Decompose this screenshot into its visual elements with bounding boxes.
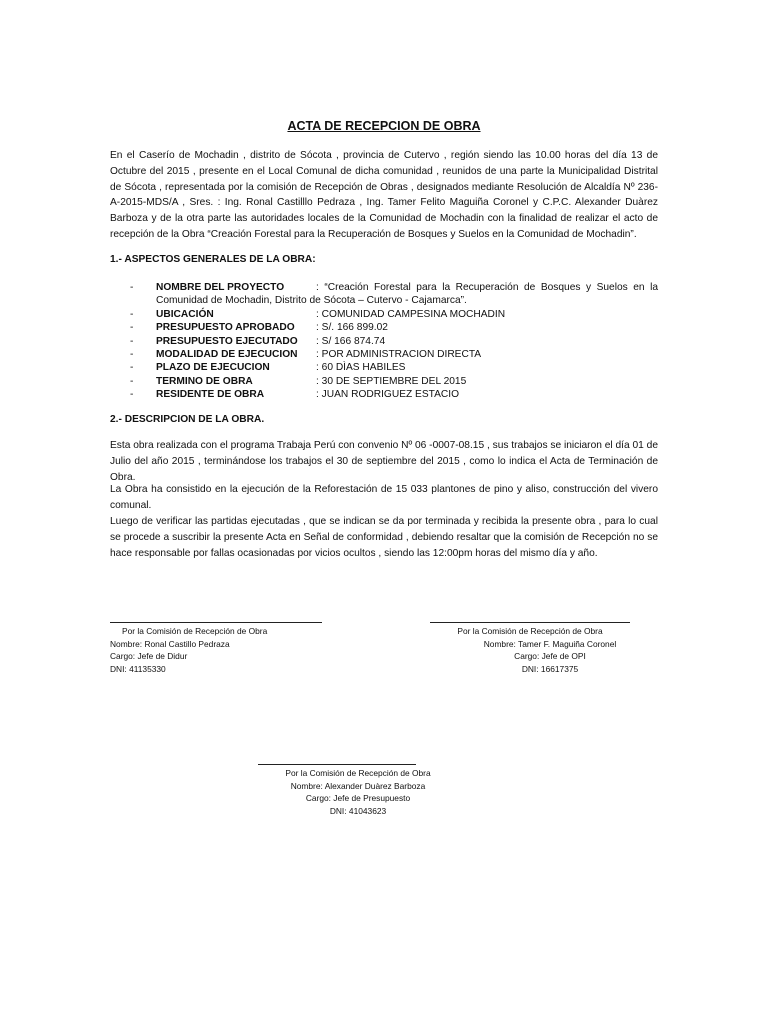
section1-heading: 1.- ASPECTOS GENERALES DE LA OBRA: bbox=[110, 254, 316, 265]
description-paragraph-3: Luego de verificar las partidas ejecutadas , que se indican se da por terminada y recibida la presente obra , para lo cual se procede a suscribir la presente Acta en Señal de conformidad , debiendo resaltar que la comisión de Recepción no se hace responsable por fallas ocasionadas por vicios ocultos , siendo las 12:00pm horas del mismo día y año. bbox=[110, 516, 658, 559]
signature-position: Cargo: Jefe de Presupuesto bbox=[305, 793, 411, 803]
item-label: NOMBRE DEL PROYECTO bbox=[156, 282, 285, 293]
bullet-dash: - bbox=[130, 322, 134, 334]
item-value: : JUAN RODRIGUEZ ESTACIO bbox=[316, 389, 460, 401]
item-value: : COMUNIDAD CAMPESINA MOCHADIN bbox=[316, 308, 506, 320]
item-value: : 30 DE SEPTIEMBRE DEL 2015 bbox=[316, 375, 467, 387]
list-item bbox=[110, 281, 658, 308]
signature-dni: DNI: 41135330 bbox=[110, 663, 166, 674]
signature-dni: DNI: 16617375 bbox=[521, 663, 579, 674]
bullet-dash: - bbox=[130, 375, 134, 387]
signature-position: Cargo: Jefe de OPI bbox=[514, 651, 586, 661]
item-value: : S/. 166 899.02 bbox=[316, 322, 388, 334]
bullet-dash: - bbox=[130, 308, 134, 320]
item-label: PRESUPUESTO EJECUTADO bbox=[156, 335, 298, 347]
list-item bbox=[110, 361, 658, 374]
signature-role: Por la Comisión de Recepción de Obra bbox=[122, 626, 268, 636]
bullet-dash: - bbox=[130, 349, 134, 361]
signature-block-right bbox=[430, 622, 630, 675]
bullet-dash: - bbox=[130, 282, 134, 293]
list-item bbox=[110, 308, 658, 321]
signature-name: Nombre: Tamer F. Maguiña Coronel bbox=[483, 638, 617, 649]
bullet-dash: - bbox=[130, 362, 134, 374]
signature-dni: DNI: 41043623 bbox=[329, 805, 387, 816]
list-item bbox=[110, 348, 658, 361]
signature-name: Nombre: Ronal Castillo Pedraza bbox=[110, 638, 230, 649]
general-aspects-list bbox=[110, 281, 658, 402]
section2-heading: 2.- DESCRIPCION DE LA OBRA. bbox=[110, 414, 265, 425]
item-value: : 60 DÌAS HABILES bbox=[316, 362, 406, 374]
intro-paragraph: En el Caserío de Mochadin , distrito de Sócota , provincia de Cutervo , región siendo las 10.00 horas del día 13 de Octubre del 2015 , presente en el Local Comunal de dicha comunidad , reunidos de una parte la Municipalidad Distrital de Sócota , representada por la comisión de Recepción de Obras , designados mediante Resolución de Alcaldía Nº 236-A-2015-MDS/A , Sres. : Ing. Ronal Castilllo Pedraza , Ing. Tamer Felito Maguiña Coronel y C.P.C. Alexander Duàrez Barboza y de la otra parte las autoridades locales de la Comunidad de Mochadin con la finalidad de realizar el acto de recepción de la Obra “Creación Forestal para la Recuperación de Bosques y Suelos en la Comunidad de Mochadin”. bbox=[110, 150, 658, 240]
signature-name: Nombre: Alexander Duàrez Barboza bbox=[290, 780, 426, 791]
bullet-dash: - bbox=[130, 389, 134, 401]
document-title: ACTA DE RECEPCION DE OBRA bbox=[287, 119, 481, 133]
signature-role: Por la Comisión de Recepción de Obra bbox=[457, 626, 603, 636]
list-item bbox=[110, 375, 658, 388]
signature-line bbox=[258, 764, 416, 765]
signature-block-left bbox=[110, 622, 322, 675]
item-label: RESIDENTE DE OBRA bbox=[156, 389, 265, 401]
item-label: PLAZO DE EJECUCION bbox=[156, 362, 270, 374]
list-item bbox=[110, 388, 658, 401]
item-value: : “Creación Forestal para la Recuperación de Bosques y Suelos en la Comunidad de Mochadin, Distrito de Sócota – Cutervo - Cajamarca”. bbox=[156, 282, 658, 307]
list-item bbox=[110, 335, 658, 348]
signature-block-bottom bbox=[258, 764, 458, 817]
signature-line bbox=[430, 622, 630, 623]
bullet-dash: - bbox=[130, 335, 134, 347]
item-label: TERMINO DE OBRA bbox=[156, 375, 253, 387]
item-value: : POR ADMINISTRACION DIRECTA bbox=[316, 349, 482, 361]
item-label: PRESUPUESTO APROBADO bbox=[156, 322, 295, 334]
signature-role: Por la Comisión de Recepción de Obra bbox=[285, 768, 431, 778]
item-label: UBICACIÓN bbox=[156, 308, 214, 320]
item-label: MODALIDAD DE EJECUCION bbox=[156, 349, 298, 361]
description-paragraph-2: La Obra ha consistido en la ejecución de la Reforestación de 15 033 plantones de pino y aliso, construcción del vivero comunal. bbox=[110, 484, 658, 511]
list-item bbox=[110, 321, 658, 334]
item-value: : S/ 166 874.74 bbox=[316, 335, 386, 347]
signature-position: Cargo: Jefe de Didur bbox=[110, 651, 188, 661]
description-paragraph-1: Esta obra realizada con el programa Trabaja Perú con convenio Nº 06 -0007-08.15 , sus trabajos se iniciaron el día 01 de Julio del año 2015 , terminándose los trabajos el 30 de septiembre del 2015 , como lo indica el Acta de Terminación de Obra. bbox=[110, 440, 658, 483]
signature-line bbox=[110, 622, 322, 623]
